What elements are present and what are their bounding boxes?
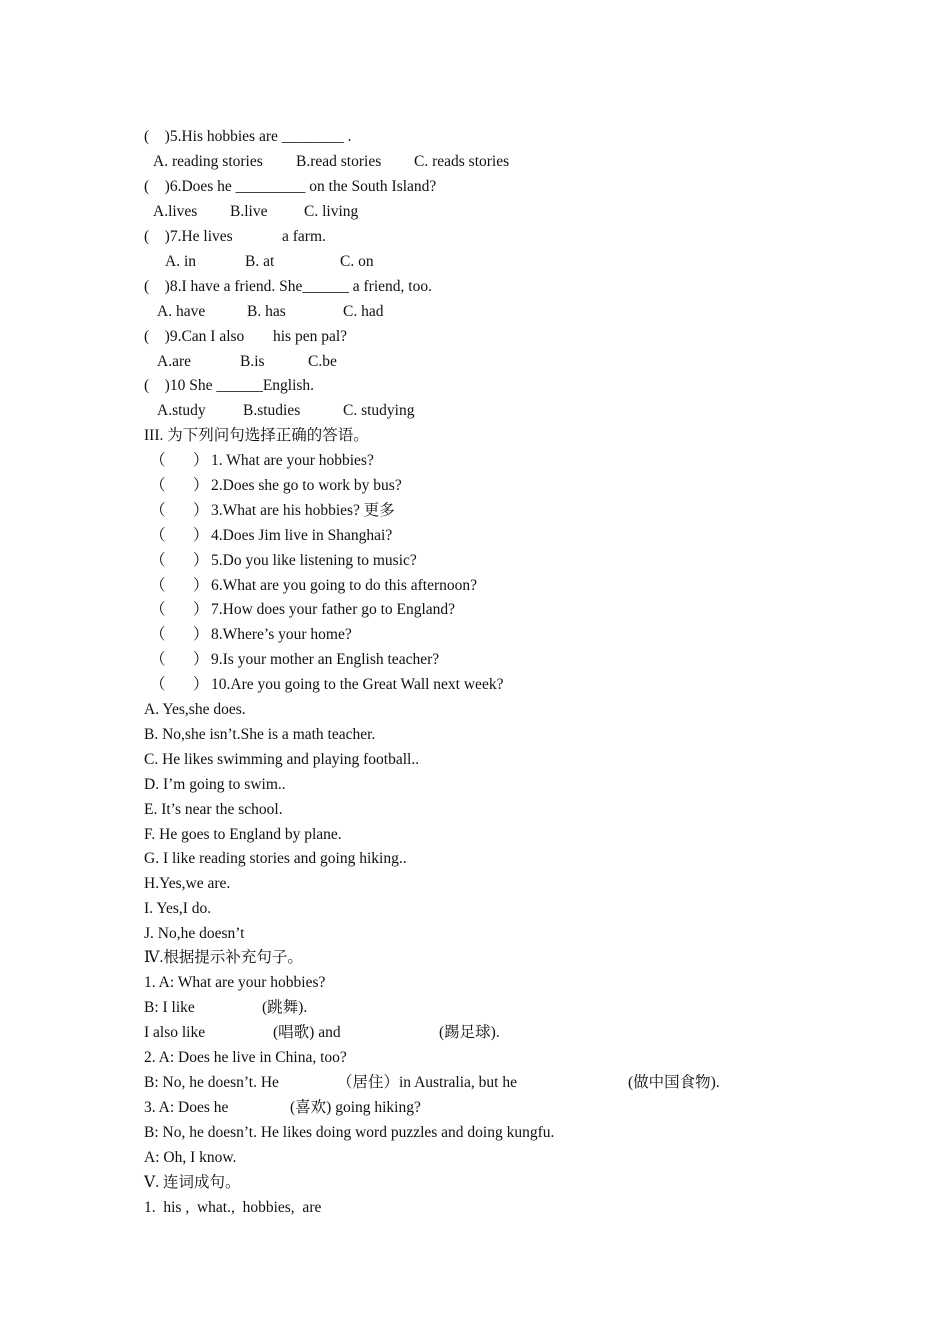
q8-stem: ( )8.I have a friend. She______ a friend, too. xyxy=(144,278,432,295)
s4-line-4: 2. A: Does he live in China, too? xyxy=(144,1049,347,1066)
q7-option-c: C. on xyxy=(340,253,374,270)
q9-stem: ( )9.Can I also xyxy=(144,328,245,345)
answer-paren-close: ） xyxy=(193,551,209,569)
answer-paren-open: （ xyxy=(150,476,166,494)
answer-paren-open: （ xyxy=(150,452,166,469)
section3-answer-option: F. He goes to England by plane. xyxy=(144,825,342,843)
answer-paren-close: ） xyxy=(193,601,209,619)
section3-question-text: 8.Where’s your home? xyxy=(211,626,352,644)
q5-stem: ( )5.His hobbies are ________ . xyxy=(144,128,352,145)
section3-question-text: 9.Is your mother an English teacher? xyxy=(211,651,440,669)
section3-answer-option: C. He likes swimming and playing football.. xyxy=(144,750,420,768)
s4-line-7: B: No, he doesn’t. He likes doing word puzzles and doing kungfu. xyxy=(144,1124,555,1141)
s4-line-1: 1. A: What are your hobbies? xyxy=(144,974,326,991)
q7-option-a: A. in xyxy=(165,253,196,270)
answer-paren-close: ） xyxy=(193,501,209,519)
q9-stem-end: his pen pal? xyxy=(273,328,348,345)
q10-option-b: B.studies xyxy=(243,402,301,419)
answer-paren-close: ） xyxy=(193,476,209,494)
q7-option-b: B. at xyxy=(245,253,275,270)
section3-answer-option: I. Yes,I do. xyxy=(144,900,212,918)
q10-option-c: C. studying xyxy=(343,402,415,419)
section3-answer-option: A. Yes,she does. xyxy=(144,701,246,718)
section3-answer-option: D. I’m going to swim.. xyxy=(144,775,286,793)
s4-line-5b: （居住）in Australia, but he xyxy=(337,1074,517,1091)
answer-paren-open: （ xyxy=(150,526,166,544)
s4-line-3b: (唱歌) and xyxy=(273,1024,341,1041)
section3-answer-option: J. No,he doesn’t xyxy=(144,925,245,943)
answer-paren-close: ） xyxy=(193,576,209,594)
q7-stem: ( )7.He lives xyxy=(144,228,233,245)
q8-option-c: C. had xyxy=(343,303,384,320)
q10-option-a: A.study xyxy=(157,402,206,419)
answer-paren-close: ） xyxy=(193,676,209,694)
q6-option-c: C. living xyxy=(304,203,359,220)
section3-answer-option: E. It’s near the school. xyxy=(144,800,283,818)
q9-option-b: B.is xyxy=(240,353,265,370)
section3-question-text: 7.How does your father go to England? xyxy=(211,601,456,619)
answer-paren-close: ） xyxy=(193,526,209,544)
s4-line-2a: B: I like xyxy=(144,999,195,1016)
answer-paren-open: （ xyxy=(150,551,166,569)
s4-line-2b: (跳舞). xyxy=(262,999,308,1016)
q10-stem: ( )10 She ______English. xyxy=(144,377,315,394)
s4-line-6b: (喜欢) going hiking? xyxy=(290,1099,421,1116)
section3-title: III. 为下列问句选择正确的答语。 xyxy=(144,427,369,444)
q7-stem-end: a farm. xyxy=(282,228,326,245)
q9-option-c: C.be xyxy=(308,353,337,370)
answer-paren-open: （ xyxy=(150,651,166,669)
answer-paren-close: ） xyxy=(193,452,209,469)
section3-question-text: 3.What are his hobbies? 更多 xyxy=(211,501,395,519)
s4-line-8: A: Oh, I know. xyxy=(144,1149,237,1166)
section4-title: Ⅳ.根据提示补充句子。 xyxy=(144,949,303,966)
section3-question-text: 6.What are you going to do this afternoon? xyxy=(211,576,478,594)
s4-line-5c: (做中国食物). xyxy=(628,1074,720,1091)
s4-line-3c: (踢足球). xyxy=(439,1024,500,1041)
q9-option-a: A.are xyxy=(157,353,191,370)
answer-paren-open: （ xyxy=(150,626,166,644)
answer-paren-close: ） xyxy=(193,651,209,669)
section3-question-text: 10.Are you going to the Great Wall next week? xyxy=(211,676,504,694)
answer-paren-open: （ xyxy=(150,676,166,694)
section3-question-text: 1. What are your hobbies? xyxy=(211,452,374,469)
answer-paren-open: （ xyxy=(150,501,166,519)
section3-question-text: 2.Does she go to work by bus? xyxy=(211,476,402,494)
q5-option-c: C. reads stories xyxy=(414,153,510,170)
section3-question-text: 4.Does Jim live in Shanghai? xyxy=(211,526,393,544)
s5-line-1: 1. his , what., hobbies, are xyxy=(144,1199,322,1216)
section5-title: Ⅴ. 连词成句。 xyxy=(144,1174,241,1191)
s4-line-3a: I also like xyxy=(144,1024,206,1041)
q6-stem: ( )6.Does he _________ on the South Island? xyxy=(144,178,437,195)
answer-paren-open: （ xyxy=(150,576,166,594)
section3-question-text: 5.Do you like listening to music? xyxy=(211,551,417,569)
s4-line-5a: B: No, he doesn’t. He xyxy=(144,1074,279,1091)
answer-paren-close: ） xyxy=(193,626,209,644)
q5-option-a: A. reading stories xyxy=(153,153,263,170)
q6-option-b: B.live xyxy=(230,203,268,220)
s4-line-6a: 3. A: Does he xyxy=(144,1099,229,1116)
section3-answer-option: B. No,she isn’t.She is a math teacher. xyxy=(144,725,376,743)
q5-option-b: B.read stories xyxy=(296,153,382,170)
q6-option-a: A.lives xyxy=(153,203,198,220)
section3-answer-option: H.Yes,we are. xyxy=(144,875,231,893)
q8-option-b: B. has xyxy=(247,303,286,320)
answer-paren-open: （ xyxy=(150,601,166,619)
q8-option-a: A. have xyxy=(157,303,206,320)
section3-answer-option: G. I like reading stories and going hiking.. xyxy=(144,850,407,868)
